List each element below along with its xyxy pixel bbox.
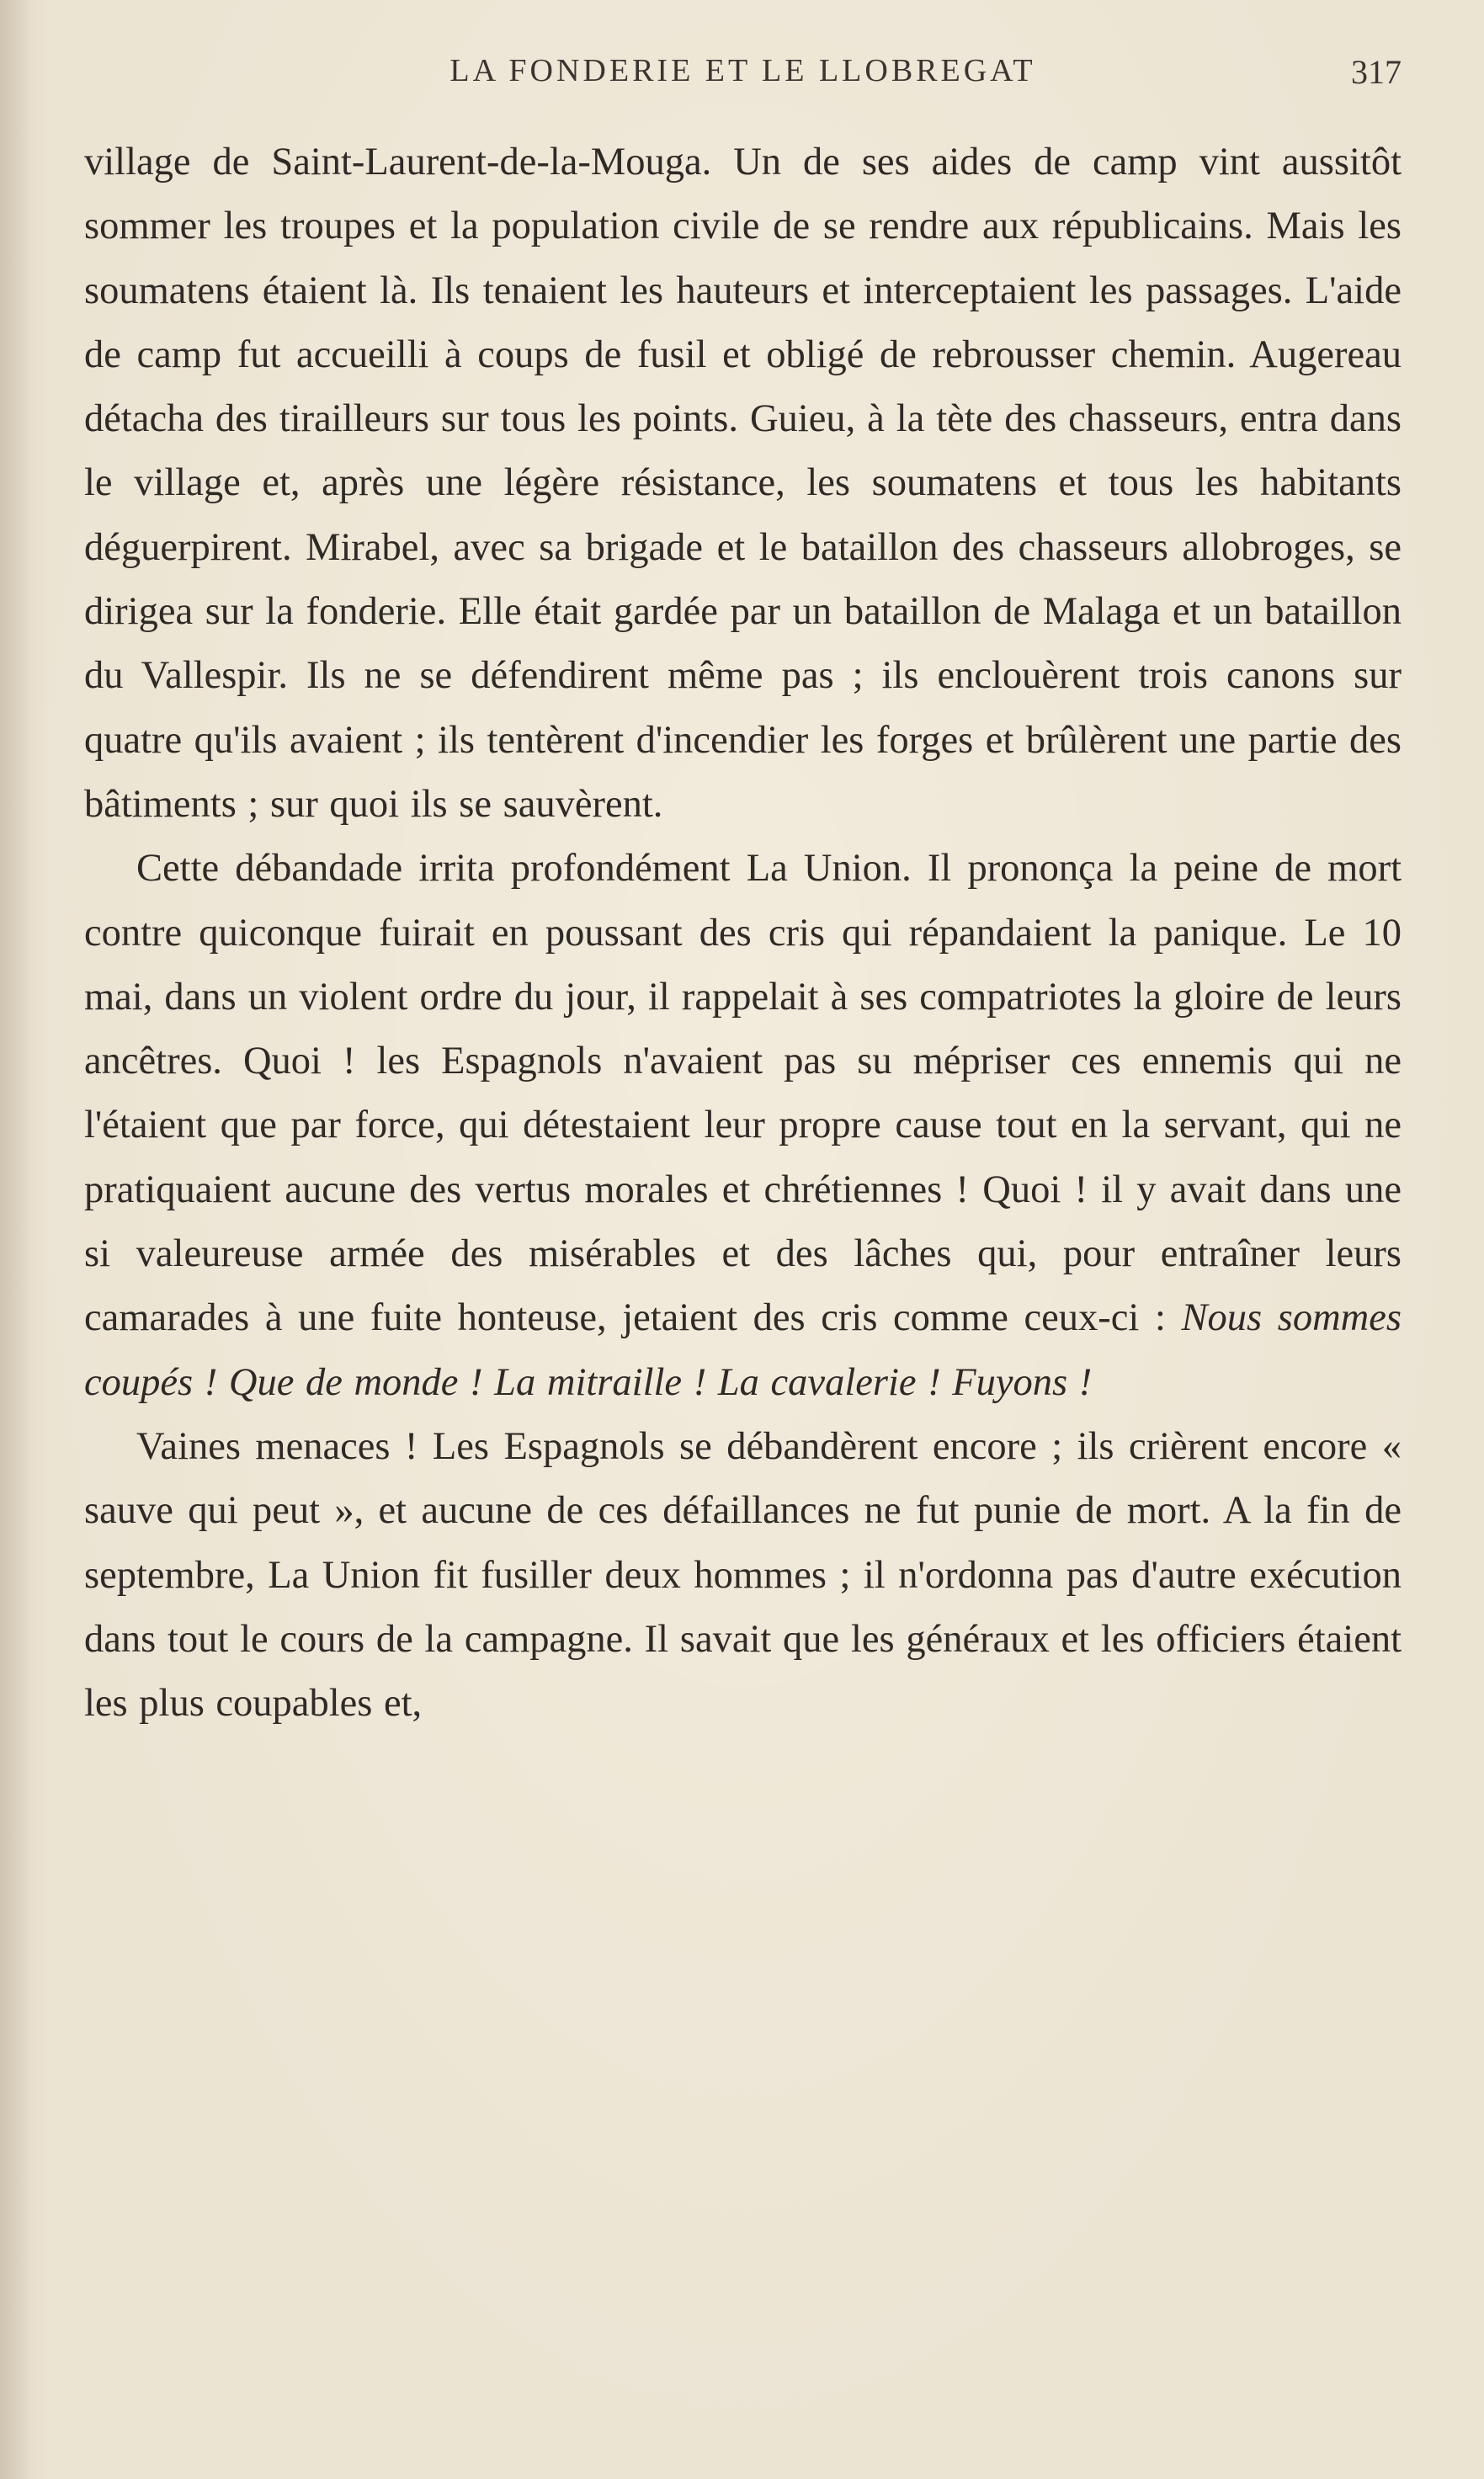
paragraph-3 [84,1415,1402,1736]
body-text [84,130,1402,1736]
paragraph-2-text: Cette débandade irrita profondément La Union. Il prononça la peine de mort contre quiconque fuirait en poussant des cris qui répandaient la panique. Le 10 mai, dans un violent ordre du jour, il rappelait à ses compatriotes la gloire de leurs ancêtres. Quoi ! les Espagnols n'avaient pas su mépriser ces ennemis qui ne l'étaient que par force, qui détestaient leur propre cause tout en la servant, qui ne pratiquaient aucune des vertus morales et chrétiennes ! Quoi ! il y avait dans une si valeureuse armée des misérables et des lâches qui, pour entraîner leurs camarades à une fuite honteuse, jetaient des cris comme ceux-ci : [84,847,1402,1340]
running-title: LA FONDERIE ET LE LLOBREGAT [449,53,1036,88]
paragraph-3-text: Vaines menaces ! Les Espagnols se débandèrent encore ; ils crièrent encore « sauve qui peut », et aucune de ces défaillances ne fut punie de mort. A la fin de septembre, La Union fit fusiller deux hommes ; il n'ordonna pas d'autre exécution dans tout le cours de la campagne. Il savait que les généraux et les officiers étaient les plus coupables et, [84,1424,1402,1726]
paragraph-1 [84,130,1402,837]
page-header [84,52,1402,103]
paragraph-2-italic-quote: Nous sommes coupés ! Que de monde ! La mitraille ! La cavalerie ! Fuyons ! [84,1296,1402,1404]
paragraph-1-text: village de Saint-Laurent-de-la-Mouga. Un de ses aides de camp vint aussitôt sommer les troupes et la population civile de se rendre aux républicains. Mais les soumatens étaient là. Ils tenaient les hauteurs et interceptaient les passages. L'aide de camp fut accueilli à coups de fusil et obligé de rebrousser chemin. Augereau détacha des tirailleurs sur tous les points. Guieu, à la tète des chasseurs, entra dans le village et, après une légère résistance, les soumatens et tous les habitants déguerpirent. Mirabel, avec sa brigade et le bataillon des chasseurs allobroges, se dirigea sur la fonderie. Elle était gardée par un bataillon de Malaga et un bataillon du Vallespir. Ils ne se défendirent même pas ; ils enclouèrent trois canons sur quatre qu'ils avaient ; ils tentèrent d'incendier les forges et brûlèrent une partie des bâtiments ; sur quoi ils se sauvèrent. [84,141,1402,826]
page-number: 317 [1351,53,1402,91]
page-gutter-shadow [0,0,32,2479]
paragraph-2 [84,837,1402,1415]
